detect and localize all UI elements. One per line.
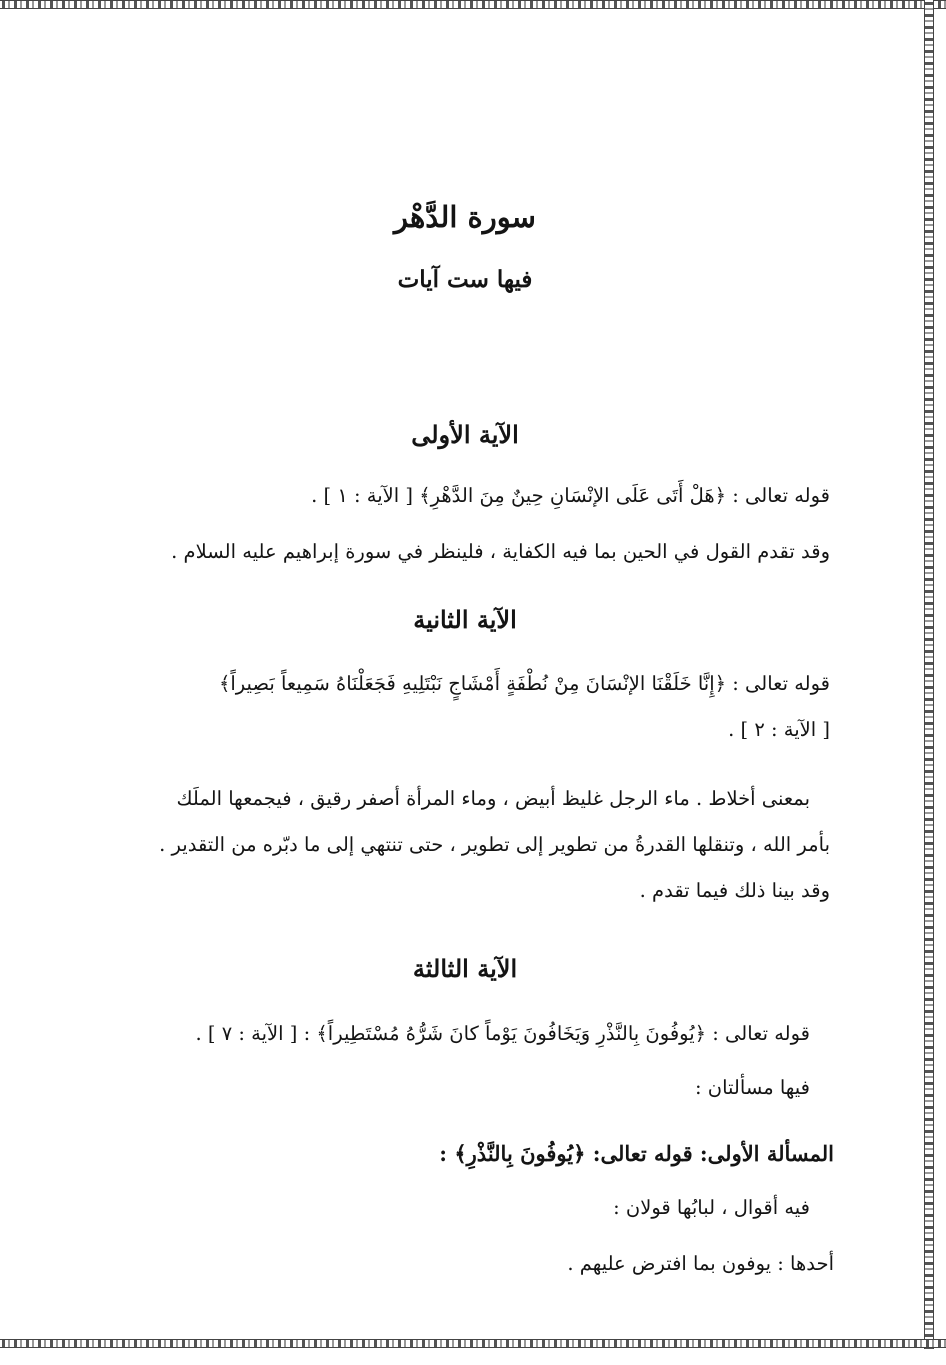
section-heading-second-verse: الآية الثانية: [413, 605, 517, 634]
first-verse-quote: قوله تعالى : ﴿هَلْ أَتَى عَلَى الإنْسَانِ حِينٌ مِنَ الدَّهْرِ﴾ [ الآية : ١ ] .: [311, 484, 830, 507]
first-issue-heading: المسألة الأولى: قوله تعالى: ﴿يُوفُونَ بِالنَّذْرِ﴾ :: [439, 1141, 834, 1166]
third-verse-quote: قوله تعالى : ﴿يُوفُونَ بِالنَّذْرِ وَيَخَافُونَ يَوْماً كانَ شَرُّهُ مُسْتَطِيراً﴾ : [ الآية : ٧ ] .: [195, 1022, 810, 1045]
second-verse-commentary-line-2: بأمر الله ، وتنقلها القدرةُ من تطوير إلى تطوير ، حتى تنتهي إلى ما دبّره من التقدير .: [159, 833, 830, 856]
first-issue-opinion-one: أحدها : يوفون بما افترض عليهم .: [567, 1252, 834, 1275]
third-verse-issues-intro: فيها مسألتان :: [695, 1076, 810, 1099]
surah-subtitle: فيها ست آيات: [397, 266, 533, 293]
second-verse-commentary-line-1: بمعنى أخلاط . ماء الرجل غليظ أبيض ، وماء المرأة أصفر رقيق ، فيجمعها الملَك: [176, 787, 810, 810]
surah-title: سورة الدَّهْر: [394, 200, 536, 234]
second-verse-quote: قوله تعالى : ﴿إِنَّا خَلَقْنَا الإنْسَانَ مِنْ نُطْفَةٍ أَمْشَاجٍ نَبْتَلِيهِ فَجَعَلْنَاهُ سَمِيعاً بَصِيراً﴾: [218, 672, 830, 695]
second-verse-reference: [ الآية : ٢ ] .: [728, 718, 830, 741]
second-verse-commentary-line-3: وقد بينا ذلك فيما تقدم .: [639, 879, 830, 902]
section-heading-first-verse: الآية الأولى: [411, 420, 519, 449]
section-heading-third-verse: الآية الثالثة: [412, 954, 518, 983]
first-verse-commentary: وقد تقدم القول في الحين بما فيه الكفاية ، فلينظر في سورة إبراهيم عليه السلام .: [171, 540, 830, 563]
first-issue-opinions-intro: فيه أقوال ، لبابُها قولان :: [613, 1196, 810, 1219]
